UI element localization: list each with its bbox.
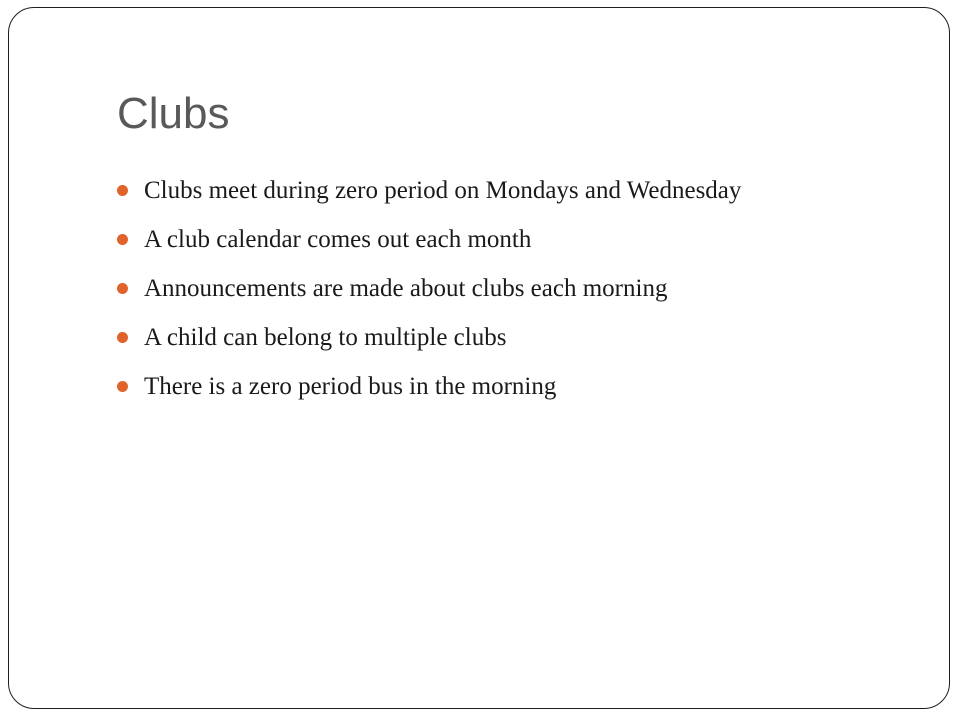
list-item bbox=[117, 264, 741, 313]
bullet-text: A child can belong to multiple clubs bbox=[144, 324, 507, 351]
bullet-text: A club calendar comes out each month bbox=[144, 226, 532, 253]
slide-title: Clubs bbox=[117, 89, 230, 138]
bullet-dot-icon bbox=[117, 332, 128, 343]
bullet-list bbox=[117, 166, 741, 411]
bullet-dot-icon bbox=[117, 283, 128, 294]
bullet-dot-icon bbox=[117, 185, 128, 196]
bullet-text: Clubs meet during zero period on Mondays and Wednesday bbox=[144, 177, 742, 204]
bullet-text: There is a zero period bus in the morning bbox=[144, 373, 557, 400]
bullet-text: Announcements are made about clubs each morning bbox=[144, 275, 668, 302]
list-item bbox=[117, 362, 741, 411]
bullet-dot-icon bbox=[117, 381, 128, 392]
list-item bbox=[117, 313, 741, 362]
slide-frame bbox=[8, 7, 950, 709]
list-item bbox=[117, 215, 741, 264]
bullet-dot-icon bbox=[117, 234, 128, 245]
list-item bbox=[117, 166, 741, 215]
